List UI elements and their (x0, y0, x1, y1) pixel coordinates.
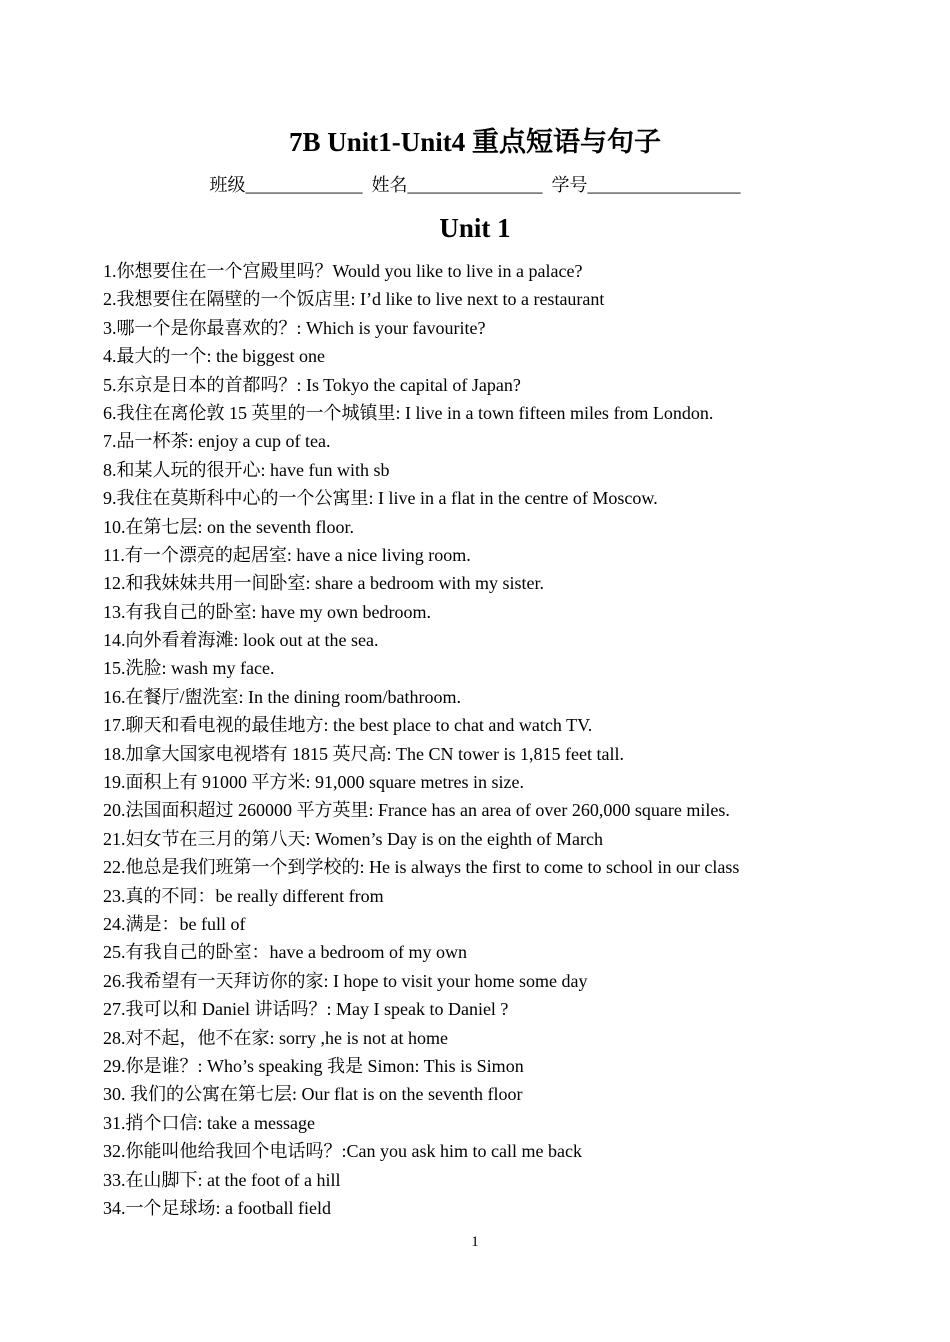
list-item: 8.和某人玩的很开心: have fun with sb (103, 459, 390, 480)
list-item: 9.我住在莫斯科中心的一个公寓里: I live in a flat in the centre of Moscow. (103, 488, 658, 509)
list-item: 24.满是：be full of (103, 913, 246, 934)
list-item: 22.他总是我们班第一个到学校的: He is always the first to come to school in our class (103, 857, 740, 878)
list-item: 16.在餐厅/盥洗室: In the dining room/bathroom. (103, 686, 461, 707)
list-item: 21.妇女节在三月的第八天: Women’s Day is on the eighth of March (103, 828, 603, 849)
list-item: 26.我希望有一天拜访你的家: I hope to visit your home some day (103, 970, 588, 991)
list-item: 18.加拿大国家电视塔有 1815 英尺高: The CN tower is 1,815 feet tall. (103, 743, 624, 764)
list-item: 4.最大的一个: the biggest one (103, 346, 325, 367)
list-item: 28.对不起，他不在家: sorry ,he is not at home (103, 1027, 448, 1048)
list-item: 31.捎个口信: take a message (103, 1112, 315, 1133)
list-item: 20.法国面积超过 260000 平方英里: France has an area of over 260,000 square miles. (103, 800, 730, 821)
list-item: 7.品一杯茶: enjoy a cup of tea. (103, 431, 331, 452)
list-item: 17.聊天和看电视的最佳地方: the best place to chat and watch TV. (103, 715, 593, 736)
list-item: 32.你能叫他给我回个电话吗？:Can you ask him to call me back (103, 1141, 582, 1162)
list-item: 34.一个足球场: a football field (103, 1197, 331, 1218)
unit-heading: Unit 1 (439, 213, 511, 243)
list-item: 14.向外看着海滩: look out at the sea. (103, 630, 379, 651)
list-item: 29.你是谁？: Who’s speaking 我是 Simon: This is Simon (103, 1055, 524, 1076)
list-item: 11.有一个漂亮的起居室: have a nice living room. (103, 544, 471, 565)
list-item: 12.和我妹妹共用一间卧室: share a bedroom with my sister. (103, 573, 544, 594)
list-item: 5.东京是日本的首都吗？: Is Tokyo the capital of Japan? (103, 374, 521, 395)
list-item: 13.有我自己的卧室: have my own bedroom. (103, 601, 431, 622)
list-item: 10.在第七层: on the seventh floor. (103, 516, 354, 537)
page-number: 1 (471, 1234, 479, 1250)
list-item: 3.哪一个是你最喜欢的？: Which is your favourite? (103, 317, 486, 338)
list-item: 2.我想要住在隔壁的一个饭店里: I’d like to live next to a restaurant (103, 289, 605, 310)
document-title: 7B Unit1-Unit4 重点短语与句子 (288, 127, 661, 157)
list-item: 19.面积上有 91000 平方米: 91,000 square metres in size. (103, 772, 524, 793)
list-item: 27.我可以和 Daniel 讲话吗？: May I speak to Daniel ? (103, 999, 509, 1020)
list-item: 15.洗脸: wash my face. (103, 658, 275, 679)
student-info-line: 班级_____________ 姓名_______________ 学号_________________ (209, 175, 741, 195)
list-item: 33.在山脚下: at the foot of a hill (103, 1169, 341, 1190)
phrase-list (103, 257, 923, 1222)
list-item: 1.你想要住在一个宫殿里吗？Would you like to live in a palace? (103, 261, 583, 281)
list-item: 25.有我自己的卧室：have a bedroom of my own (103, 942, 467, 963)
list-item: 6.我住在离伦敦 15 英里的一个城镇里: I live in a town fifteen miles from London. (103, 402, 714, 423)
list-item: 23.真的不同：be really different from (103, 885, 384, 906)
list-item: 30. 我们的公寓在第七层: Our flat is on the seventh floor (103, 1084, 523, 1105)
